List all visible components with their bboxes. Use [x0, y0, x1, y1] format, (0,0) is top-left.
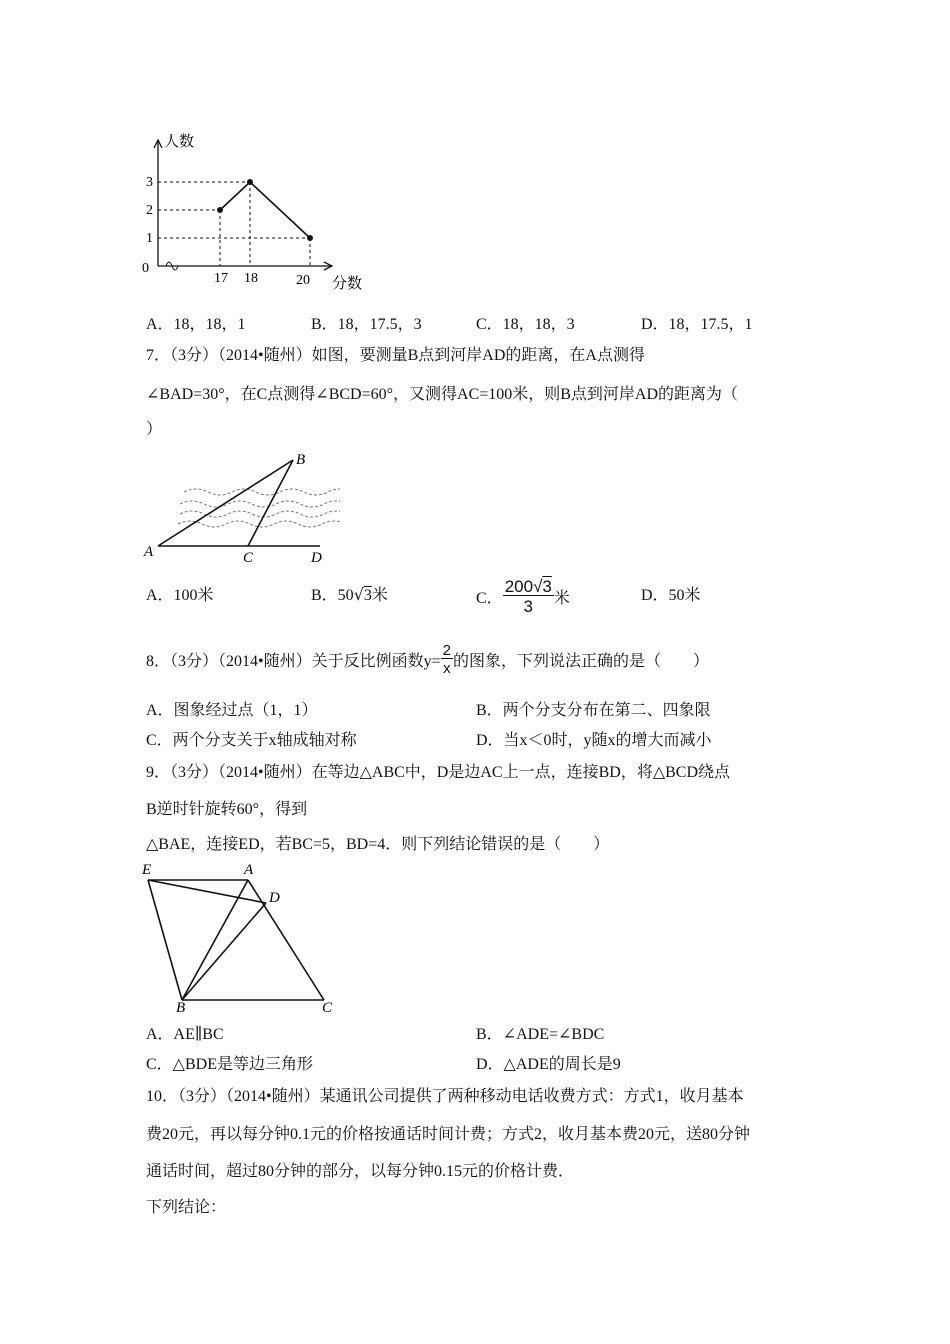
- point-label-d: D: [269, 890, 280, 906]
- q9-text-line1: 9．（3分）（2014•随州）在等边△ABC中，D是边AC上一点，连接BD，将△BCD绕点: [146, 764, 731, 781]
- point-label-b: B: [176, 1000, 186, 1012]
- point-label-c: C: [322, 1000, 333, 1012]
- q7-text-line2: ∠BAD=30°，在C点测得∠BCD=60°，又测得AC=100米，则B点到河岸AD的距离为（: [146, 386, 739, 403]
- sqrt-icon: √: [533, 577, 543, 596]
- q9-option-a[interactable]: A．AE∥BC: [146, 1026, 224, 1043]
- q6-option-b[interactable]: B．18，17.5，3: [311, 316, 422, 333]
- q9-triangle-figure: [138, 856, 343, 1012]
- x-tick-20: 20: [296, 273, 310, 288]
- sqrt-icon: √: [353, 585, 364, 604]
- q7-option-c-prefix: C．: [476, 590, 503, 607]
- q7-option-b-prefix: B．50: [311, 587, 354, 604]
- q8-option-a[interactable]: A．图象经过点（1，1）: [146, 702, 318, 719]
- q10-text-line3: 通话时间，超过80分钟的部分，以每分钟0.15元的价格计费．: [146, 1163, 575, 1180]
- river-waves: [178, 489, 340, 527]
- y-axis-label: 人数: [164, 134, 195, 150]
- segment-cb: [248, 460, 293, 546]
- segment-eb: [148, 880, 182, 1000]
- q6-score-chart: [136, 126, 376, 298]
- data-point-20: [307, 235, 313, 241]
- q7-river-figure: [140, 448, 340, 566]
- q8-option-b[interactable]: B．两个分支分布在第二、四象限: [476, 702, 711, 719]
- q9-option-b[interactable]: B．∠ADE=∠BDC: [476, 1026, 605, 1043]
- q8-text-suffix: 的图象，下列说法正确的是（ ）: [452, 653, 709, 670]
- point-label-e: E: [142, 862, 152, 878]
- q7-option-c-suffix: 米: [553, 590, 570, 607]
- x-tick-17: 17: [214, 271, 228, 286]
- q8-fraction: [441, 643, 453, 676]
- data-point-17: [217, 207, 223, 213]
- segment-bd: [182, 903, 266, 1000]
- q7-option-d[interactable]: D．50米: [641, 587, 701, 604]
- q8-text-prefix: 8．（3分）（2014•随州）关于反比例函数y=: [146, 653, 441, 670]
- q8-fraction-numerator: 2: [442, 642, 451, 659]
- q9-text-line3: △BAE，连接ED，若BC=5，BD=4．则下列结论错误的是（ ）: [146, 836, 610, 853]
- q7-option-b-radicand: 3: [363, 587, 372, 604]
- point-label-a: A: [244, 862, 254, 878]
- q7-text-line1: 7．（3分）（2014•随州）如图，要测量B点到河岸AD的距离，在A点测得: [146, 347, 645, 364]
- q7-option-b-suffix: 米: [371, 587, 388, 604]
- q6-option-a[interactable]: A．18，18，1: [146, 316, 246, 333]
- segment-ac: [248, 880, 324, 1000]
- q6-option-d[interactable]: D．18，17.5，1: [641, 316, 753, 333]
- series-line: [220, 182, 310, 238]
- q6-option-c[interactable]: C．18，18，3: [476, 316, 575, 333]
- y-tick-2: 2: [146, 203, 153, 218]
- data-point-18: [247, 179, 253, 185]
- x-tick-18: 18: [244, 271, 258, 286]
- q7-option-b[interactable]: [311, 582, 388, 605]
- segment-ba: [182, 880, 248, 1000]
- origin-label: 0: [142, 261, 149, 276]
- q7-option-c-radicand: 3: [542, 577, 552, 596]
- q7-option-c-denominator: 3: [523, 597, 534, 616]
- q8-fraction-denominator: x: [443, 660, 451, 677]
- point-label-c: C: [243, 550, 254, 566]
- q9-option-d[interactable]: D．△ADE的周长是9: [476, 1056, 621, 1073]
- q10-text-line4: 下列结论：: [146, 1199, 227, 1216]
- q7-option-c-fraction: [503, 578, 554, 615]
- point-label-b: B: [296, 452, 306, 468]
- x-axis-label: 分数: [332, 276, 363, 292]
- point-label-d: D: [311, 550, 322, 566]
- q10-text-line1: 10．（3分）（2014•随州）某通讯公司提供了两种移动电话收费方式：方式1，收月基本: [146, 1088, 744, 1105]
- q7-option-c-numerator: 200: [504, 577, 534, 596]
- point-label-a: A: [144, 544, 154, 560]
- segment-ed: [148, 880, 266, 903]
- q8-question: [146, 643, 709, 676]
- q8-option-d[interactable]: D．当x＜0时，y随x的增大而减小: [476, 732, 712, 749]
- y-tick-3: 3: [146, 175, 153, 190]
- segment-ab: [158, 460, 293, 546]
- q9-text-line2: B逆时针旋转60°，得到: [146, 801, 308, 818]
- q7-option-a[interactable]: A．100米: [146, 587, 214, 604]
- y-tick-1: 1: [146, 231, 153, 246]
- q8-option-c[interactable]: C．两个分支关于x轴成轴对称: [146, 732, 357, 749]
- q7-text-line3: ）: [146, 421, 163, 438]
- q7-option-c[interactable]: [476, 578, 570, 615]
- q9-option-c[interactable]: C．△BDE是等边三角形: [146, 1056, 313, 1073]
- q10-text-line2: 费20元，再以每分钟0.1元的价格按通话时间计费；方式2，收月基本费20元，送80分钟: [146, 1126, 751, 1143]
